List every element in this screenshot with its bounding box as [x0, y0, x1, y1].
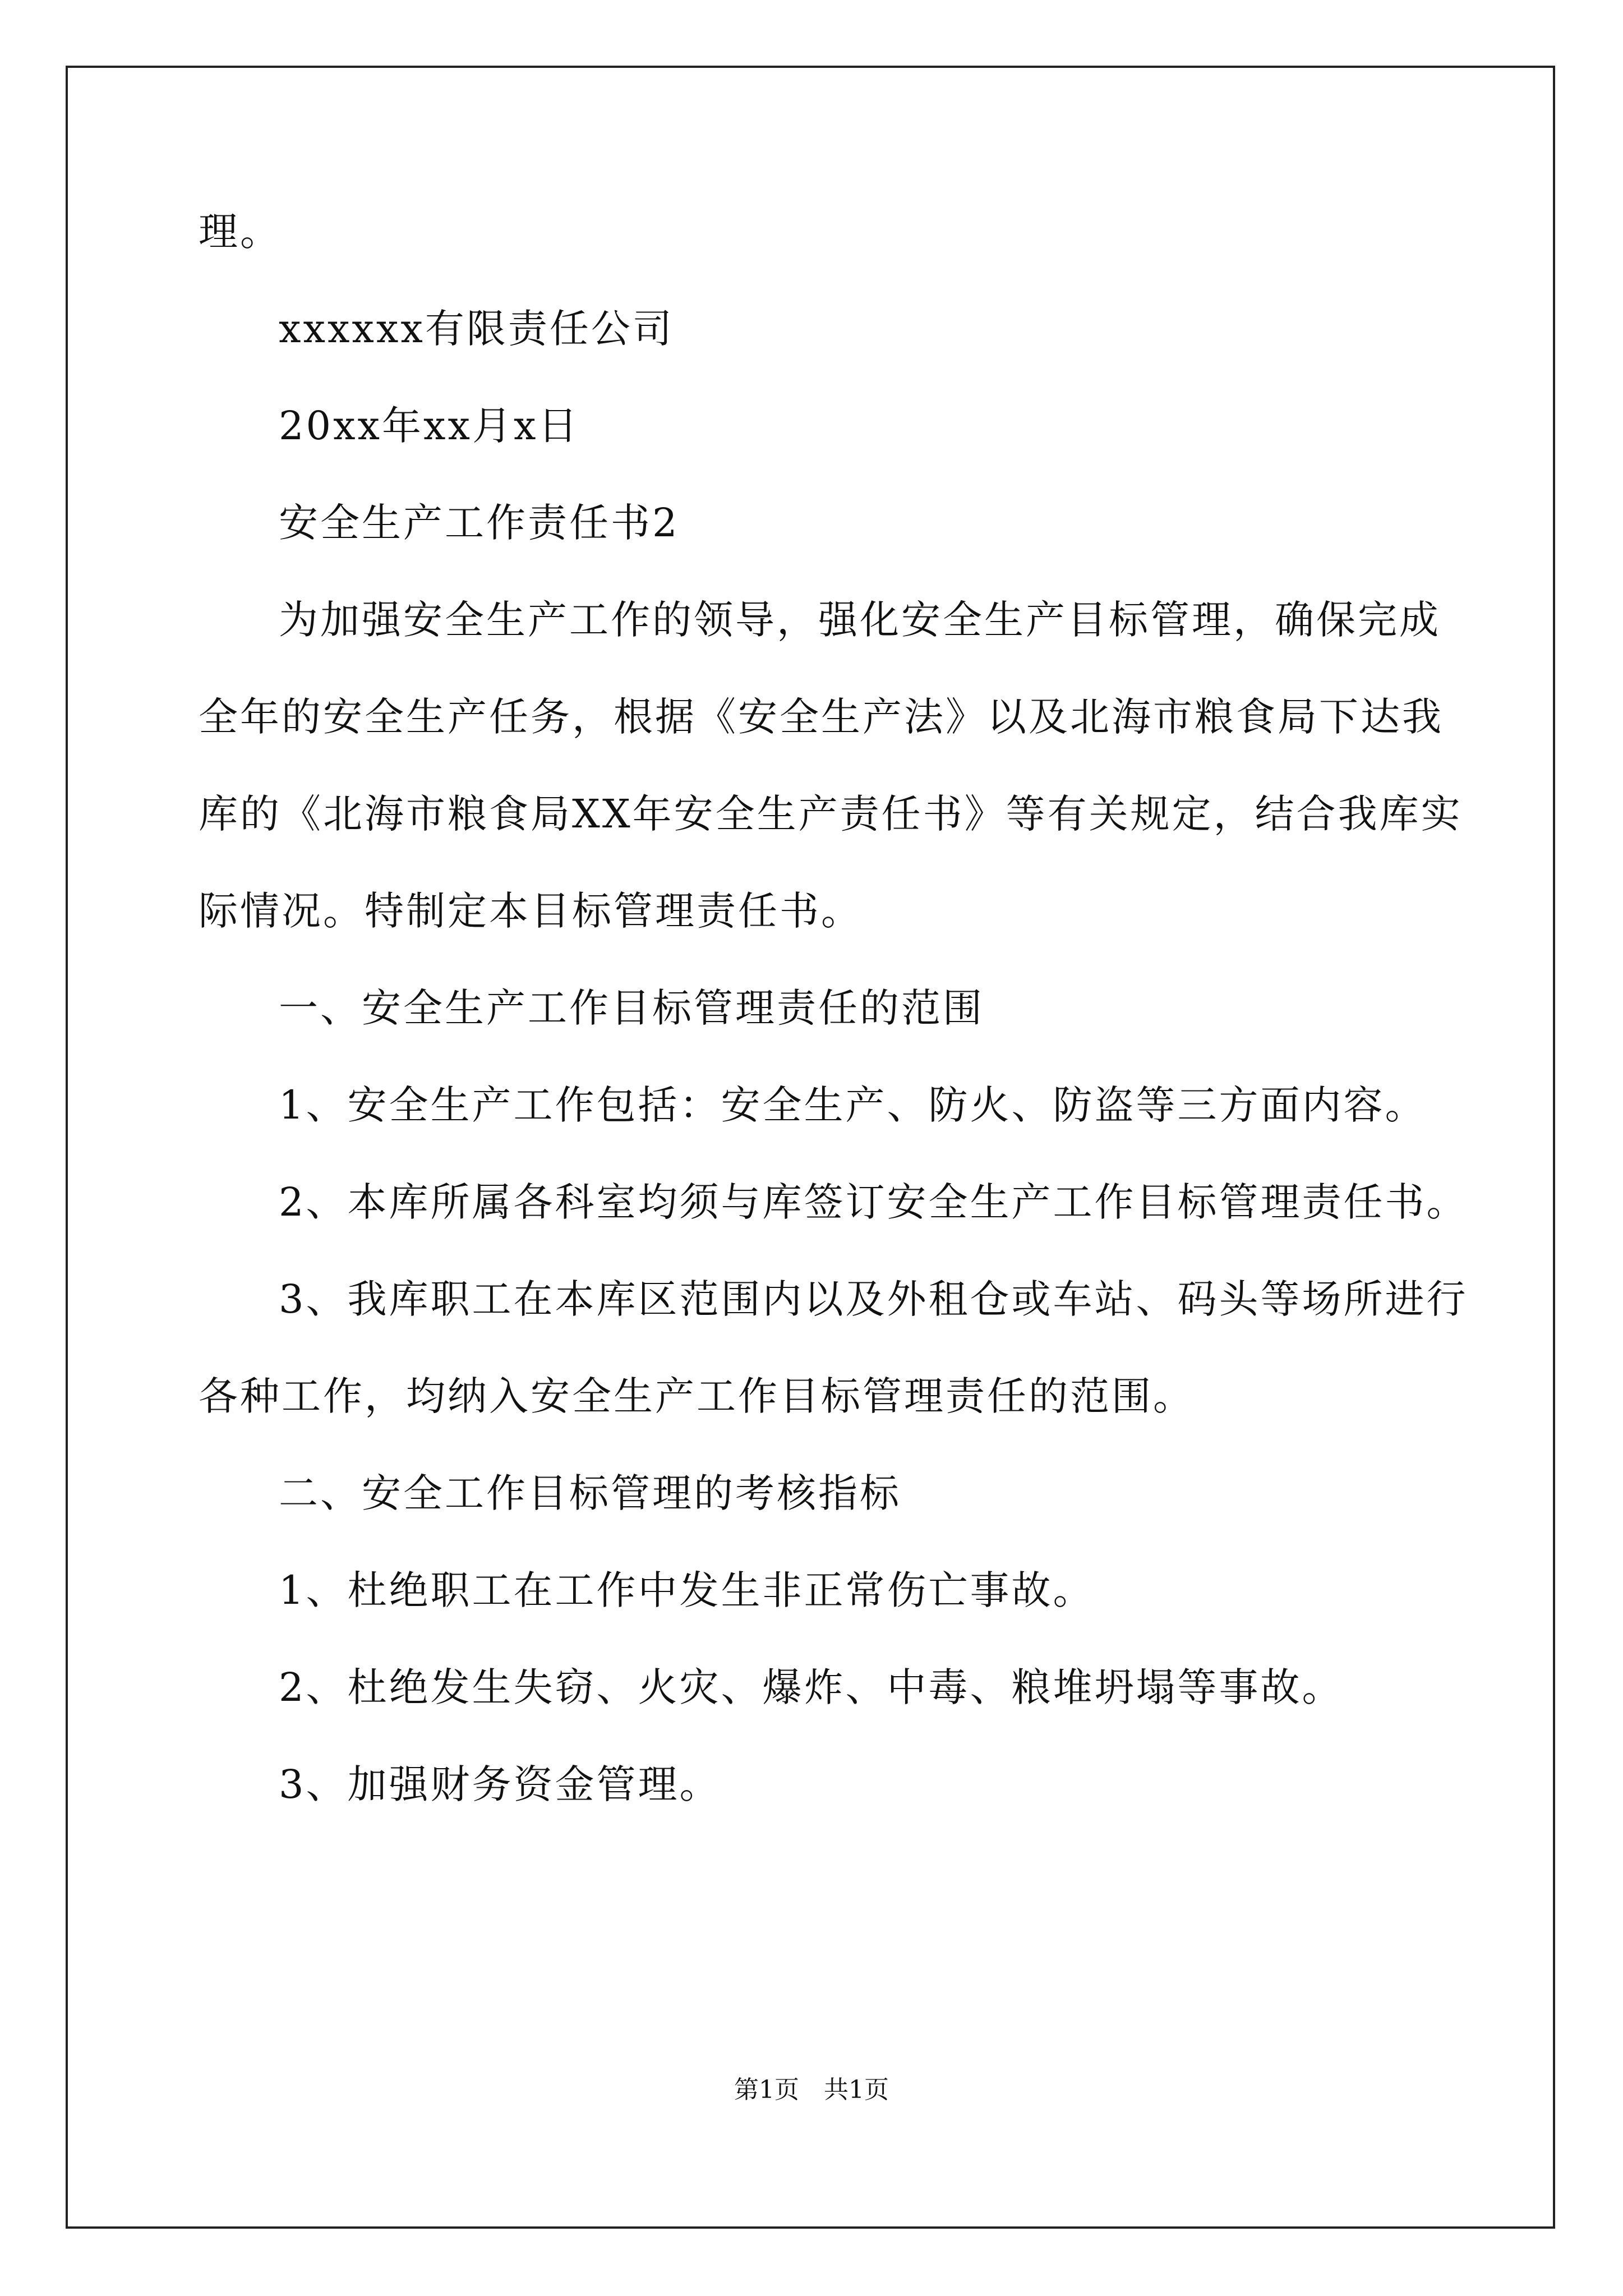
- list-item: 3、我库职工在本库区范围内以及外租仓或车站、码头等场所进行: [279, 1276, 1468, 1322]
- page-number-label: 第1页 共1页: [734, 2076, 889, 2104]
- list-item: 1、安全生产工作包括：安全生产、防火、防盗等三方面内容。: [279, 1082, 1427, 1128]
- list-item: 3、加强财务资金管理。: [279, 1761, 721, 1807]
- list-item: 1、杜绝职工在工作中发生非正常伤亡事故。: [279, 1567, 1095, 1613]
- list-item: 2、杜绝发生失窃、火灾、爆炸、中毒、粮堆坍塌等事故。: [279, 1664, 1344, 1710]
- text-line-company: xxxxxx有限责任公司: [279, 306, 674, 352]
- heading-line: 一、安全生产工作目标管理责任的范围: [279, 985, 984, 1031]
- paragraph-line: 全年的安全生产任务，根据《安全生产法》以及北海市粮食局下达我: [199, 694, 1444, 740]
- list-item-continuation: 各种工作，均纳入安全生产工作目标管理责任的范围。: [199, 1373, 1195, 1419]
- text-line: 理。: [199, 209, 282, 255]
- page-footer: [0, 2074, 1623, 2106]
- paragraph-line: 库的《北海市粮食局XX年安全生产责任书》等有关规定，结合我库实: [199, 791, 1463, 837]
- paragraph-line: 际情况。特制定本目标管理责任书。: [199, 888, 863, 934]
- page-border: [66, 66, 1555, 2229]
- list-item: 2、本库所属各科室均须与库签订安全生产工作目标管理责任书。: [279, 1179, 1468, 1225]
- section-title: 安全生产工作责任书2: [279, 500, 680, 546]
- paragraph-line: 为加强安全生产工作的领导，强化安全生产目标管理，确保完成: [279, 597, 1441, 643]
- text-line-date: 20xx年xx月x日: [279, 403, 580, 449]
- heading-line: 二、安全工作目标管理的考核指标: [279, 1470, 901, 1516]
